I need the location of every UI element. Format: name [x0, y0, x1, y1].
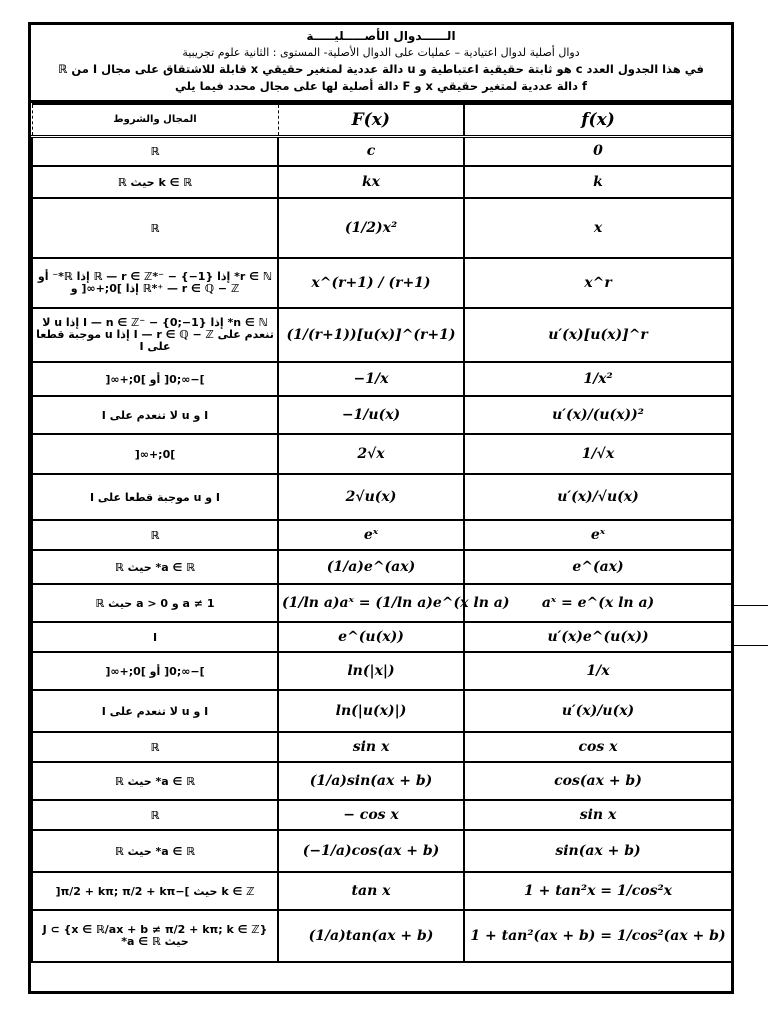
table-row [32, 198, 732, 258]
document-subtitle: دوال أصلية لدوال اعتيادية – عمليات على الدوال الأصلية- المستوى : الثانية علوم تجريبية [182, 46, 580, 59]
domain-cell: a ≠ 1 و a > 0 حيث ℝ [32, 584, 278, 622]
function-cell: u′(x)[u(x)]^r [464, 308, 732, 362]
domain-cell: k ∈ ℝ حيث ℝ [32, 166, 278, 198]
function-cell: u′(x)e^(u(x)) [464, 622, 732, 652]
table-row [32, 800, 732, 830]
domain-cell: n ∈ ℕ* إذا I — n ∈ ℤ⁻ − {0;−1} إذا u لا تنعدم على I — r ∈ ℚ − ℤ إذا u موجبة قطعا على I [32, 308, 278, 362]
antiderivative-cell: (−1/a)cos(ax + b) [278, 830, 464, 872]
antiderivative-cell: kx [278, 166, 464, 198]
table-row [32, 762, 732, 800]
function-cell: u′(x)/(u(x))² [464, 396, 732, 434]
domain-cell: I و u لا تنعدم على I [32, 690, 278, 732]
antiderivative-cell: (1/2)x² [278, 198, 464, 258]
antiderivative-cell: tan x [278, 872, 464, 910]
domain-cell: a ∈ ℝ* حيث ℝ [32, 830, 278, 872]
domain-cell: a ∈ ℝ* حيث ℝ [32, 550, 278, 584]
table-row [32, 362, 732, 396]
table-row [32, 520, 732, 550]
antiderivative-cell: eˣ [278, 520, 464, 550]
table-row [32, 434, 732, 474]
function-cell: eˣ [464, 520, 732, 550]
intro-line-2: f دالة عددية لمتغير حقيقي x و F دالة أصلية لها على مجال محدد فيما يلي [174, 79, 588, 93]
table-row [32, 550, 732, 584]
column-header-domain: المجال والشروط [32, 104, 278, 136]
function-cell: sin(ax + b) [464, 830, 732, 872]
antiderivative-cell: (1/a)e^(ax) [278, 550, 464, 584]
antiderivative-cell: − cos x [278, 800, 464, 830]
function-cell: u′(x)/u(x) [464, 690, 732, 732]
table-row [32, 690, 732, 732]
domain-cell: ℝ [32, 198, 278, 258]
function-cell: 1 + tan²(ax + b) = 1/cos²(ax + b) [464, 910, 732, 962]
table-row [32, 732, 732, 762]
domain-cell: r ∈ ℕ* إذا ℝ — r ∈ ℤ*⁻ − {−1} إذا ℝ*⁻ أو ℝ*⁺ — r ∈ ℚ − ℤ إذا ]0;+∞[ و [32, 258, 278, 308]
table-row [32, 136, 732, 166]
table-row [32, 584, 732, 622]
domain-cell: I و u لا تنعدم على I [32, 396, 278, 434]
function-cell: k [464, 166, 732, 198]
antiderivatives-table-sheet [28, 22, 734, 994]
function-cell: 1/x [464, 652, 732, 690]
function-cell: 1/x² [464, 362, 732, 396]
table-row [32, 910, 732, 962]
function-cell: u′(x)/√u(x) [464, 474, 732, 520]
antiderivative-cell: 2√u(x) [278, 474, 464, 520]
domain-cell: a ∈ ℝ* حيث ℝ [32, 762, 278, 800]
function-cell: 0 [464, 136, 732, 166]
domain-cell: ℝ [32, 520, 278, 550]
antiderivative-cell: ln(|u(x)|) [278, 690, 464, 732]
table-row [32, 396, 732, 434]
antiderivative-cell: x^(r+1) / (r+1) [278, 258, 464, 308]
function-cell: e^(ax) [464, 550, 732, 584]
antiderivatives-table [31, 103, 733, 963]
table-header-row [32, 104, 732, 136]
antiderivative-cell: c [278, 136, 464, 166]
margin-line-1 [734, 605, 768, 606]
function-cell: 1/√x [464, 434, 732, 474]
domain-cell: k ∈ ℤ حيث ]−π/2 + kπ; π/2 + kπ[ [32, 872, 278, 910]
table-row [32, 830, 732, 872]
table-row [32, 622, 732, 652]
function-cell: x^r [464, 258, 732, 308]
function-cell: aˣ = e^(x ln a) [464, 584, 732, 622]
table-body [32, 104, 732, 962]
function-cell: cos(ax + b) [464, 762, 732, 800]
table-row [32, 872, 732, 910]
domain-cell: ]−∞;0[ أو ]0;+∞[ [32, 652, 278, 690]
function-cell: cos x [464, 732, 732, 762]
domain-cell: I و u موجبة قطعا على I [32, 474, 278, 520]
domain-cell: ]−∞;0[ أو ]0;+∞[ [32, 362, 278, 396]
column-header-F: F(x) [278, 104, 464, 136]
table-row [32, 308, 732, 362]
antiderivative-cell: e^(u(x)) [278, 622, 464, 652]
column-header-f: f(x) [464, 104, 732, 136]
antiderivative-cell: −1/x [278, 362, 464, 396]
function-cell: sin x [464, 800, 732, 830]
antiderivative-cell: ln(|x|) [278, 652, 464, 690]
domain-cell: J ⊂ {x ∈ ℝ/ax + b ≠ π/2 + kπ; k ∈ ℤ} حيث a ∈ ℝ* [32, 910, 278, 962]
antiderivative-cell: sin x [278, 732, 464, 762]
domain-cell: ]0;+∞[ [32, 434, 278, 474]
margin-line-2 [734, 645, 768, 646]
domain-cell: ℝ [32, 136, 278, 166]
function-cell: 1 + tan²x = 1/cos²x [464, 872, 732, 910]
antiderivative-cell: 2√x [278, 434, 464, 474]
antiderivative-cell: (1/a)sin(ax + b) [278, 762, 464, 800]
table-row [32, 258, 732, 308]
domain-cell: I [32, 622, 278, 652]
function-cell: x [464, 198, 732, 258]
antiderivative-cell: (1/a)tan(ax + b) [278, 910, 464, 962]
document-header [31, 25, 731, 103]
document-title: الــــــدوال الأصـــــليـــــة [306, 29, 456, 43]
antiderivative-cell: (1/ln a)aˣ = (1/ln a)e^(x ln a) [278, 584, 464, 622]
antiderivative-cell: (1/(r+1))[u(x)]^(r+1) [278, 308, 464, 362]
domain-cell: ℝ [32, 800, 278, 830]
antiderivative-cell: −1/u(x) [278, 396, 464, 434]
domain-cell: ℝ [32, 732, 278, 762]
table-row [32, 652, 732, 690]
table-row [32, 474, 732, 520]
intro-line-1: في هذا الجدول العدد c هو ثابتة حقيقية اعتباطية و u دالة عددية لمتغير حقيقي x قابلة للاشتقاق على مجال I من ℝ [58, 62, 704, 76]
table-row [32, 166, 732, 198]
